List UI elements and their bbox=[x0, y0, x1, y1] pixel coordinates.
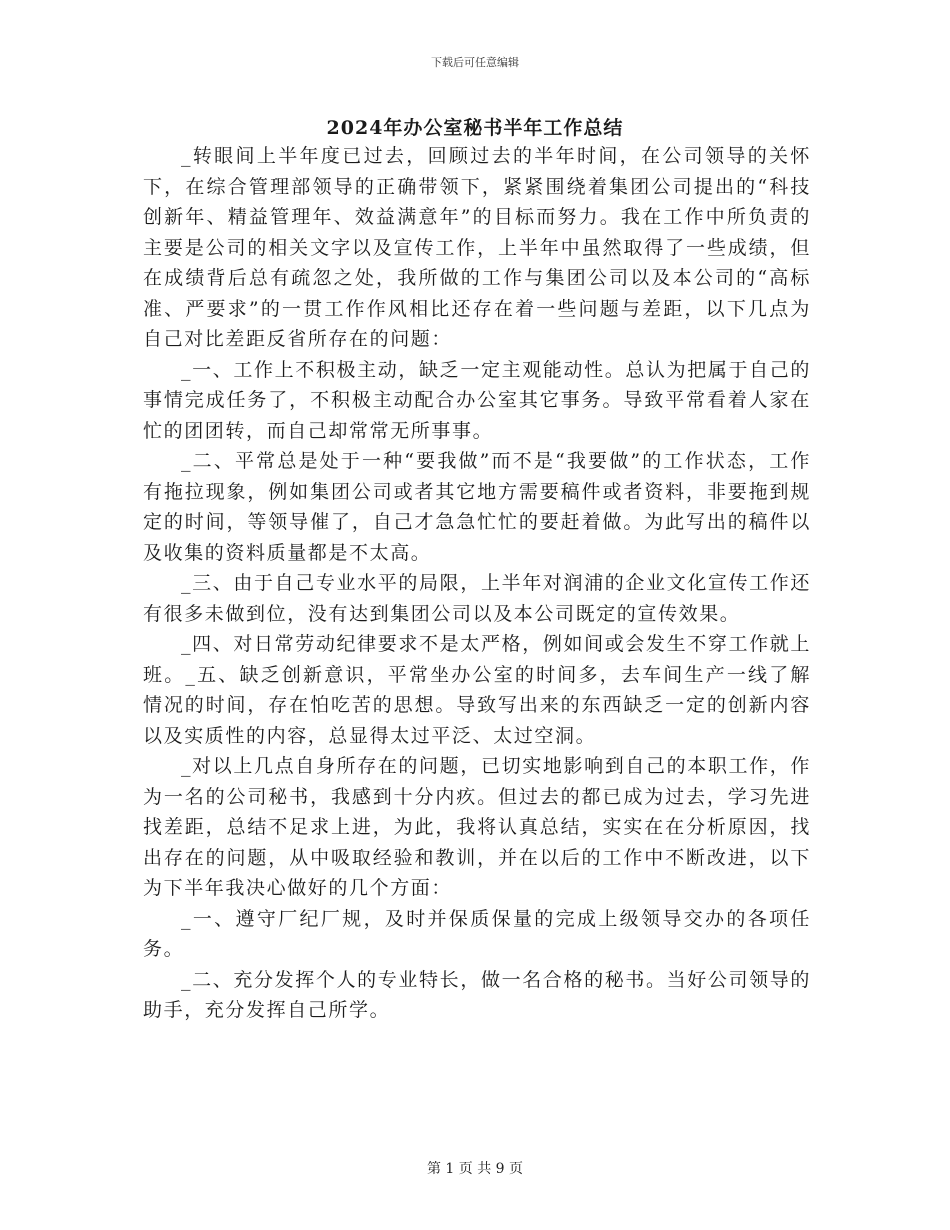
paragraph-reflection: _对以上几点自身所存在的问题，已切实地影响到自己的本职工作，作为一名的公司秘书，我感到十分内疚。但过去的都已成为过去，学习先进找差距，总结不足求上进，为此，我将认真总结，实实在在分析原因，找出存在的问题，从中吸取经验和教训，并在以后的工作中不断改进，以下为下半年我决心做好的几个方面： bbox=[143, 755, 811, 899]
document-title: 2024年办公室秘书半年工作总结 bbox=[326, 117, 624, 139]
page-header-note: 下载后可任意编辑 bbox=[431, 56, 519, 69]
paragraph-intro: _转眼间上半年度已过去，回顾过去的半年时间，在公司领导的关怀下，在综合管理部领导的正确带领下，紧紧围绕着集团公司提出的“科技创新年、精益管理年、效益满意年”的目标而努力。我在工作中所负责的主要是公司的相关文字以及宣传工作，上半年中虽然取得了一些成绩，但在成绩背后总有疏忽之处，我所做的工作与集团公司以及本公司的“高标准、严要求”的一贯工作作风相比还存在着一些问题与差距，以下几点为自己对比差距反省所存在的问题： bbox=[143, 145, 811, 350]
paragraph-issue-1: _一、工作上不积极主动，缺乏一定主观能动性。总认为把属于自己的事情完成任务了，不积极主动配合办公室其它事务。导致平常看着人家在忙的团团转，而自己却常常无所事事。 bbox=[143, 358, 811, 442]
paragraph-plan-1: _一、遵守厂纪厂规，及时并保质保量的完成上级领导交办的各项任务。 bbox=[143, 907, 811, 960]
paragraph-issue-3: _三、由于自己专业水平的局限，上半年对润浦的企业文化宣传工作还有很多未做到位，没有达到集团公司以及本公司既定的宣传效果。 bbox=[143, 572, 811, 625]
document-body bbox=[143, 141, 811, 1026]
page-number: 第 1 页 共 9 页 bbox=[426, 1161, 524, 1177]
paragraph-plan-2: _二、充分发挥个人的专业特长，做一名合格的秘书。当好公司领导的助手，充分发挥自己所学。 bbox=[143, 968, 811, 1021]
paragraph-issue-2: _二、平常总是处于一种“要我做”而不是“我要做”的工作状态，工作有拖拉现象，例如集团公司或者其它地方需要稿件或者资料，非要拖到规定的时间，等领导催了，自己才急急忙忙的要赶着做。为此写出的稿件以及收集的资料质量都是不太高。 bbox=[143, 450, 811, 564]
paragraph-issue-4-5: _四、对日常劳动纪律要求不是太严格，例如间或会发生不穿工作就上班。_五、缺乏创新意识，平常坐办公室的时间多，去车间生产一线了解情况的时间，存在怕吃苦的思想。导致写出来的东西缺乏一定的创新内容以及实质性的内容，总显得太过平泛、太过空洞。 bbox=[143, 633, 811, 747]
